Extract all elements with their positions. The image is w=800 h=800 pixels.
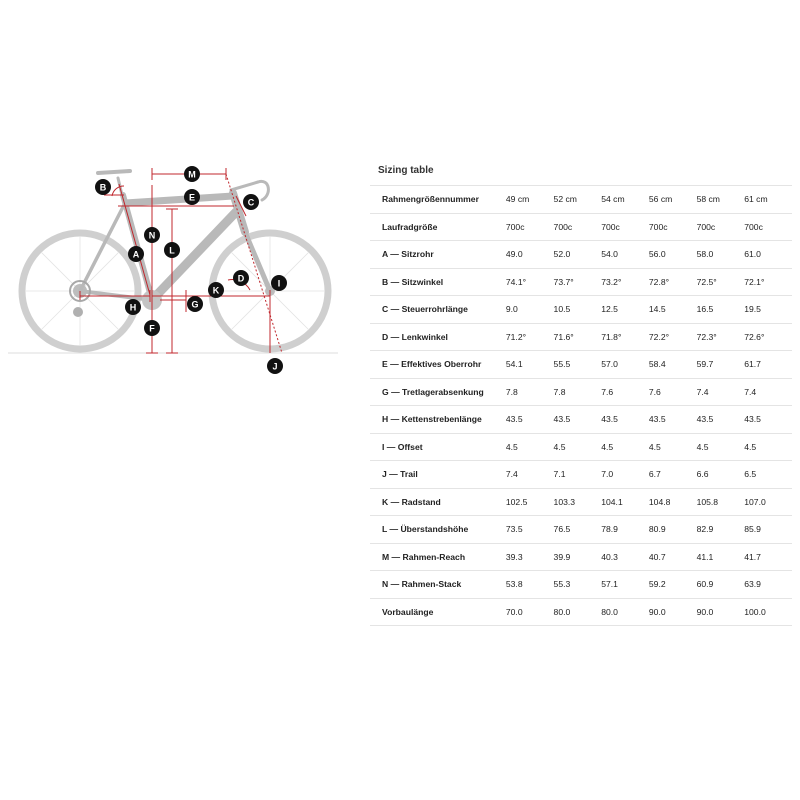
marker-k (208, 282, 224, 298)
row-label: A — Sitzrohr (370, 241, 506, 269)
table-cell: 4.5 (744, 433, 792, 461)
svg-text:E: E (188, 192, 196, 203)
marker-h (125, 299, 141, 315)
table-cell: 7.1 (554, 461, 602, 489)
table-cell: 61.0 (744, 241, 792, 269)
table-cell: 59.7 (697, 351, 745, 379)
table-cell: 40.3 (601, 543, 649, 571)
row-label: Laufradgröße (370, 213, 506, 241)
table-cell: 4.5 (554, 433, 602, 461)
marker-j (267, 358, 283, 374)
marker-d (233, 270, 249, 286)
svg-text:K: K (212, 285, 220, 296)
svg-text:B: B (99, 182, 107, 193)
table-cell: 74.1° (506, 268, 554, 296)
table-cell: 90.0 (649, 598, 697, 626)
table-row (370, 543, 792, 571)
row-label: Vorbaulänge (370, 598, 506, 626)
row-label: L — Überstandshöhe (370, 516, 506, 544)
table-cell: 52 cm (554, 186, 602, 214)
table-cell: 14.5 (649, 296, 697, 324)
table-cell: 72.6° (744, 323, 792, 351)
marker-e (184, 189, 200, 205)
table-cell: 58 cm (697, 186, 745, 214)
table-cell: 72.8° (649, 268, 697, 296)
table-cell: 43.5 (601, 406, 649, 434)
bike-geometry-diagram (0, 150, 340, 385)
table-row (370, 433, 792, 461)
table-cell: 72.1° (744, 268, 792, 296)
table-cell: 102.5 (506, 488, 554, 516)
table-row (370, 213, 792, 241)
table-cell: 58.0 (697, 241, 745, 269)
row-label: K — Radstand (370, 488, 506, 516)
table-cell: 56.0 (649, 241, 697, 269)
table-cell: 100.0 (744, 598, 792, 626)
marker-l (164, 242, 180, 258)
table-cell: 49.0 (506, 241, 554, 269)
row-label: I — Offset (370, 433, 506, 461)
row-label: J — Trail (370, 461, 506, 489)
marker-n (144, 227, 160, 243)
svg-text:N: N (148, 230, 156, 241)
table-row (370, 406, 792, 434)
table-cell: 39.9 (554, 543, 602, 571)
table-cell: 85.9 (744, 516, 792, 544)
row-label: E — Effektives Oberrohr (370, 351, 506, 379)
table-cell: 58.4 (649, 351, 697, 379)
marker-c (243, 194, 259, 210)
table-cell: 73.5 (506, 516, 554, 544)
table-cell: 700c (601, 213, 649, 241)
table-cell: 10.5 (554, 296, 602, 324)
table-cell: 82.9 (697, 516, 745, 544)
table-cell: 60.9 (697, 571, 745, 599)
table-cell: 53.8 (506, 571, 554, 599)
table-row (370, 516, 792, 544)
table-row (370, 323, 792, 351)
table-cell: 4.5 (649, 433, 697, 461)
table-cell: 19.5 (744, 296, 792, 324)
table-cell: 57.0 (601, 351, 649, 379)
table-cell: 104.1 (601, 488, 649, 516)
svg-text:J: J (272, 361, 278, 372)
table-cell: 6.6 (697, 461, 745, 489)
row-label: H — Kettenstrebenlänge (370, 406, 506, 434)
table-cell: 43.5 (649, 406, 697, 434)
table-cell: 7.0 (601, 461, 649, 489)
table-cell: 700c (744, 213, 792, 241)
table-cell: 7.6 (649, 378, 697, 406)
table-cell: 80.0 (601, 598, 649, 626)
marker-f (144, 320, 160, 336)
sizing-table (370, 185, 792, 626)
svg-text:D: D (237, 273, 245, 284)
table-cell: 72.5° (697, 268, 745, 296)
marker-m (184, 166, 200, 182)
table-cell: 73.2° (601, 268, 649, 296)
row-label: B — Sitzwinkel (370, 268, 506, 296)
table-cell: 43.5 (554, 406, 602, 434)
table-cell: 7.4 (506, 461, 554, 489)
table-cell: 63.9 (744, 571, 792, 599)
svg-text:F: F (149, 323, 155, 334)
table-cell: 78.9 (601, 516, 649, 544)
table-row (370, 598, 792, 626)
table-cell: 71.2° (506, 323, 554, 351)
table-cell: 72.3° (697, 323, 745, 351)
svg-text:L: L (169, 245, 175, 256)
table-cell: 55.5 (554, 351, 602, 379)
table-cell: 71.8° (601, 323, 649, 351)
sizing-table-section (370, 165, 792, 626)
table-row (370, 296, 792, 324)
table-cell: 57.1 (601, 571, 649, 599)
table-cell: 54 cm (601, 186, 649, 214)
marker-i (271, 275, 287, 291)
table-cell: 700c (697, 213, 745, 241)
marker-g (187, 296, 203, 312)
table-cell: 7.8 (506, 378, 554, 406)
table-cell: 54.1 (506, 351, 554, 379)
table-cell: 80.9 (649, 516, 697, 544)
table-cell: 54.0 (601, 241, 649, 269)
table-cell: 9.0 (506, 296, 554, 324)
table-cell: 90.0 (697, 598, 745, 626)
table-cell: 700c (649, 213, 697, 241)
table-cell: 70.0 (506, 598, 554, 626)
table-cell: 4.5 (506, 433, 554, 461)
table-cell: 105.8 (697, 488, 745, 516)
table-cell: 103.3 (554, 488, 602, 516)
table-row (370, 241, 792, 269)
table-row (370, 488, 792, 516)
table-row (370, 378, 792, 406)
table-cell: 6.7 (649, 461, 697, 489)
table-cell: 40.7 (649, 543, 697, 571)
table-cell: 107.0 (744, 488, 792, 516)
table-cell: 700c (506, 213, 554, 241)
table-cell: 4.5 (601, 433, 649, 461)
table-cell: 12.5 (601, 296, 649, 324)
table-cell: 6.5 (744, 461, 792, 489)
table-header-row (370, 186, 792, 214)
table-cell: 76.5 (554, 516, 602, 544)
sizing-table-title: Sizing table (378, 165, 434, 176)
table-cell: 16.5 (697, 296, 745, 324)
table-cell: 7.6 (601, 378, 649, 406)
table-cell: 55.3 (554, 571, 602, 599)
table-cell: 7.4 (744, 378, 792, 406)
svg-text:M: M (188, 169, 196, 180)
table-cell: 4.5 (697, 433, 745, 461)
table-cell: 56 cm (649, 186, 697, 214)
table-cell: 41.1 (697, 543, 745, 571)
table-cell: 72.2° (649, 323, 697, 351)
table-row (370, 268, 792, 296)
row-label: Rahmengrößennummer (370, 186, 506, 214)
table-cell: 43.5 (744, 406, 792, 434)
marker-b (95, 179, 111, 195)
table-cell: 59.2 (649, 571, 697, 599)
row-label: M — Rahmen-Reach (370, 543, 506, 571)
table-cell: 43.5 (506, 406, 554, 434)
row-label: G — Tretlagerabsenkung (370, 378, 506, 406)
table-cell: 7.4 (697, 378, 745, 406)
row-label: N — Rahmen-Stack (370, 571, 506, 599)
table-cell: 41.7 (744, 543, 792, 571)
table-row (370, 571, 792, 599)
table-cell: 61.7 (744, 351, 792, 379)
marker-a (128, 246, 144, 262)
table-cell: 700c (554, 213, 602, 241)
table-cell: 80.0 (554, 598, 602, 626)
table-cell: 73.7° (554, 268, 602, 296)
table-cell: 71.6° (554, 323, 602, 351)
table-cell: 43.5 (697, 406, 745, 434)
table-cell: 49 cm (506, 186, 554, 214)
svg-text:C: C (247, 197, 255, 208)
svg-text:G: G (191, 299, 199, 310)
table-cell: 7.8 (554, 378, 602, 406)
svg-text:A: A (132, 249, 140, 260)
table-row (370, 461, 792, 489)
svg-text:I: I (277, 278, 281, 289)
table-cell: 104.8 (649, 488, 697, 516)
table-cell: 52.0 (554, 241, 602, 269)
row-label: C — Steuerrohrlänge (370, 296, 506, 324)
table-cell: 39.3 (506, 543, 554, 571)
table-cell: 61 cm (744, 186, 792, 214)
row-label: D — Lenkwinkel (370, 323, 506, 351)
table-row (370, 351, 792, 379)
svg-text:H: H (129, 302, 137, 313)
